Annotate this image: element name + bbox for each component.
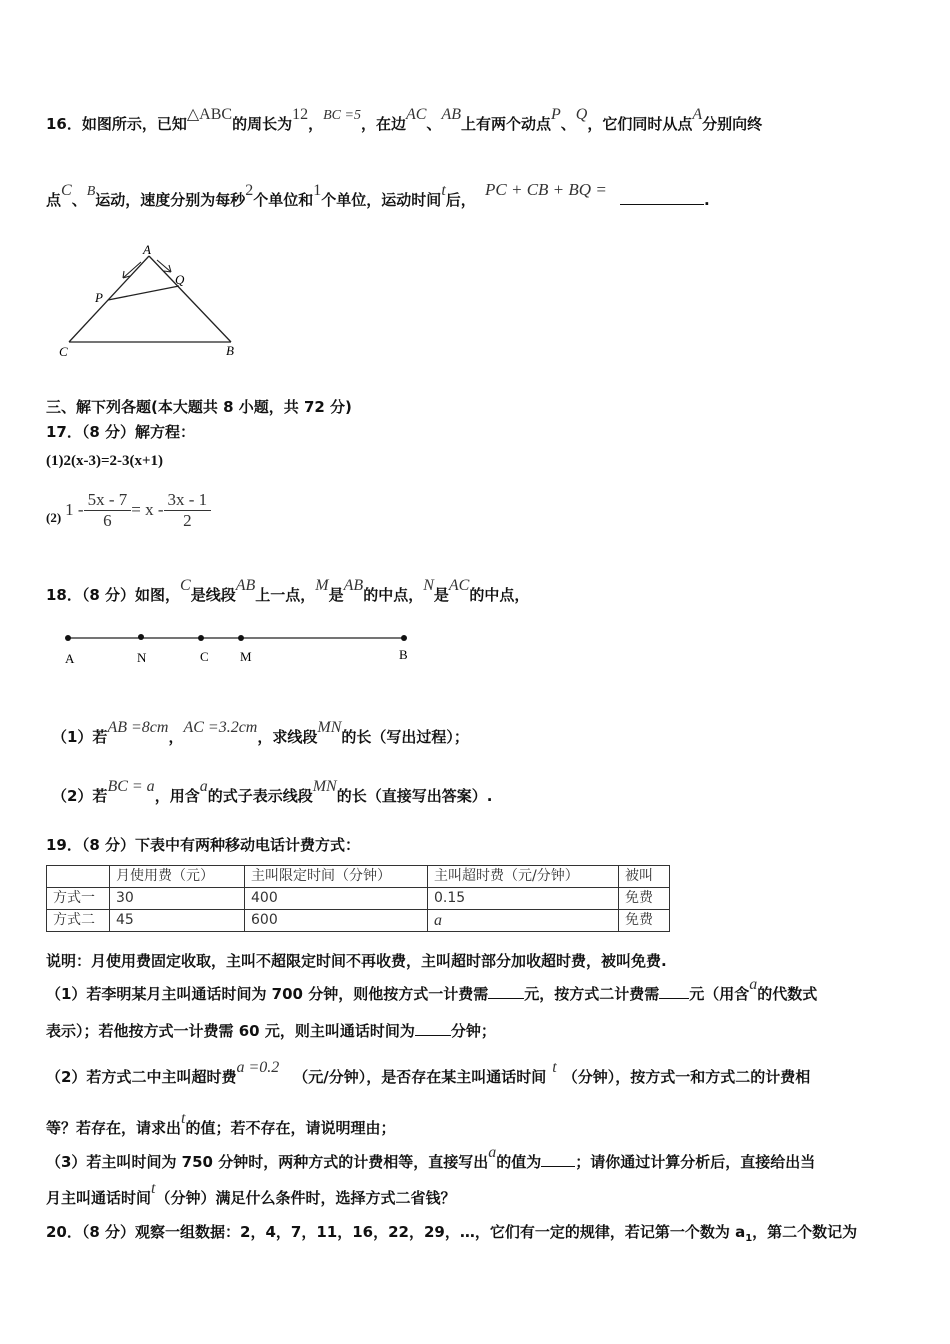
q19-note: 说明：月使用费固定收取，主叫不超限定时间不再收费，主叫超时部分加收超时费，被叫免费. — [46, 952, 667, 970]
q19-part3-line2 — [46, 1180, 456, 1208]
math-mn: MN — [312, 778, 337, 795]
q20-text: ，第二个数记为 — [752, 1223, 858, 1241]
q18-text: 的中点， — [363, 586, 424, 604]
q16-text: 16．如图所示，已知 — [46, 115, 187, 133]
fraction-2-denominator: 2 — [183, 510, 192, 530]
fraction-2-numerator: 3x - 1 — [164, 490, 212, 511]
q16-text: 、 — [71, 191, 87, 209]
q16-text: 上有两个动点 — [460, 115, 551, 133]
label-m: M — [240, 649, 252, 664]
math-a: a — [749, 976, 758, 993]
table-header-cell: 月使用费（元） — [110, 866, 245, 888]
q17-equation-2 — [46, 485, 211, 535]
table-cell: 免费 — [619, 888, 670, 910]
q16-line2 — [46, 180, 710, 210]
q18-text: 是 — [433, 586, 449, 604]
math-b: B — [86, 184, 96, 199]
q19-header: 19．（8 分）下表中有两种移动电话计费方式： — [46, 836, 361, 854]
table-header-cell — [47, 866, 110, 888]
label-q: Q — [175, 272, 185, 287]
table-cell: 600 — [245, 910, 428, 932]
math-bc: BC =5 — [323, 108, 361, 123]
answer-blank — [541, 1152, 575, 1167]
label-c: C — [59, 344, 68, 359]
arrow-p-icon — [123, 262, 141, 278]
answer-blank — [488, 984, 524, 999]
label-a: A — [65, 651, 75, 666]
label-n: N — [137, 650, 147, 665]
math-ac: AC — [448, 577, 470, 594]
q19-text: 等？若存在，请求出 — [46, 1119, 182, 1137]
q17-header: 17．（8 分）解方程： — [46, 423, 196, 441]
q19-text: （分钟）满足什么条件时，选择方式二省钱？ — [155, 1189, 456, 1207]
label-a: A — [143, 242, 151, 257]
triangle-figure — [55, 242, 255, 362]
answer-blank — [415, 1021, 451, 1036]
table-cell: 0.15 — [428, 888, 619, 910]
math-ab: AB — [235, 577, 256, 594]
label-p: P — [95, 290, 103, 305]
segment-ab — [149, 256, 231, 342]
table-header-row — [47, 866, 670, 888]
q18-text: 18．（8 分）如图， — [46, 586, 181, 604]
q16-text: ， — [308, 115, 324, 133]
math-a: a — [488, 1144, 497, 1161]
q18-text: （2）若 — [52, 787, 108, 805]
eq2-label: (2) — [46, 510, 62, 525]
q19-part3-line1 — [46, 1144, 816, 1172]
q19-text: （2）若方式二中主叫超时费 — [46, 1068, 237, 1086]
q18-text: ，用含 — [154, 787, 200, 805]
math-m: M — [315, 577, 329, 594]
q19-part1-line2 — [46, 1020, 496, 1041]
label-b: B — [226, 343, 234, 358]
q17-equation-1: (1)2(x-3)=2-3(x+1) — [46, 453, 164, 469]
math-t: t — [552, 1059, 557, 1076]
q19-text: 表示）；若他按方式一计费需 60 元，则主叫通话时间为 — [46, 1022, 415, 1040]
math-c: C — [61, 182, 72, 199]
math-ab-8cm: AB =8cm — [107, 719, 169, 736]
q19-text: （3）若主叫时间为 750 分钟时，两种方式的计费相等，直接写出 — [46, 1153, 489, 1171]
fee-table — [46, 865, 670, 932]
q16-text: . — [704, 191, 710, 209]
q16-text: 分别向终 — [702, 115, 763, 133]
table-row — [47, 910, 670, 932]
answer-blank — [620, 190, 704, 205]
q18-text: ，求线段 — [257, 728, 318, 746]
math-a: a — [199, 778, 208, 795]
q16-text: 点 — [46, 191, 62, 209]
table-cell: 方式一 — [47, 888, 110, 910]
q18-text: 上一点， — [255, 586, 316, 604]
q16-line1 — [46, 106, 763, 134]
q19-text: （1）若李明某月主叫通话时间为 700 分钟，则他按方式一计费需 — [46, 985, 489, 1003]
eq2-lhs: 1 - — [65, 500, 84, 519]
math-t: t — [181, 1110, 186, 1127]
math-ab: AB — [441, 106, 461, 123]
label-c: C — [200, 649, 209, 664]
answer-blank — [659, 984, 689, 999]
q19-text: 元（用含 — [689, 985, 750, 1003]
table-cell: 400 — [245, 888, 428, 910]
math-ac: AC — [405, 106, 427, 123]
fraction-1-denominator: 6 — [103, 510, 112, 530]
q18-text: 是线段 — [190, 586, 236, 604]
q16-text: 运动，速度分别为每秒 — [95, 191, 246, 209]
math-mn: MN — [317, 719, 342, 736]
point-c — [198, 635, 204, 641]
table-cell: a — [428, 910, 619, 932]
math-n: N — [423, 577, 434, 594]
q19-text: ；请你通过计算分析后，直接给出当 — [575, 1153, 816, 1171]
table-header-cell: 主叫限定时间（分钟） — [245, 866, 428, 888]
q16-text: 个单位，运动时间 — [321, 191, 442, 209]
math-c: C — [180, 577, 191, 594]
q18-text: 是 — [328, 586, 344, 604]
q19-part2-line2 — [46, 1110, 396, 1138]
q20-line — [46, 1221, 857, 1244]
math-one: 1 — [313, 182, 322, 199]
math-q: Q — [575, 106, 588, 123]
math-a-0.2: a =0.2 — [236, 1059, 280, 1076]
section-title: 三、解下列各题(本大题共 8 小题，共 72 分) — [46, 398, 352, 416]
q19-text: 月主叫通话时间 — [46, 1189, 152, 1207]
fraction-2 — [164, 490, 212, 531]
point-b — [401, 635, 407, 641]
math-bc-a: BC = a — [107, 778, 155, 795]
table-cell: 30 — [110, 888, 245, 910]
math-t: t — [441, 182, 446, 199]
math-a: A — [692, 106, 703, 123]
q18-text: （1）若 — [52, 728, 108, 746]
q18-part1 — [52, 719, 469, 747]
q19-part2-line1 — [46, 1059, 811, 1087]
fraction-1 — [84, 490, 132, 531]
math-ac-3.2cm: AC =3.2cm — [183, 719, 258, 736]
q19-part1-line1 — [46, 976, 818, 1004]
q19-text: （分钟），按方式一和方式二的计费相 — [562, 1068, 811, 1086]
q18-text: 的长（直接写出答案）. — [336, 787, 493, 805]
table-header-cell: 被叫 — [619, 866, 670, 888]
point-a — [65, 635, 71, 641]
q18-part2 — [52, 778, 493, 806]
math-perimeter: 12 — [292, 106, 309, 123]
math-two: 2 — [245, 182, 254, 199]
q19-text: 的代数式 — [757, 985, 818, 1003]
q18-line — [46, 577, 530, 605]
fraction-1-numerator: 5x - 7 — [84, 490, 132, 511]
q16-text: 个单位和 — [253, 191, 314, 209]
q19-text: 的值为 — [496, 1153, 542, 1171]
segment-figure — [58, 628, 418, 672]
math-ab: AB — [343, 577, 364, 594]
q18-text: 的中点， — [469, 586, 530, 604]
table-cell: 方式二 — [47, 910, 110, 932]
q18-text: 的长（写出过程）； — [341, 728, 469, 746]
q16-text: 的周长为 — [232, 115, 293, 133]
table-cell: 45 — [110, 910, 245, 932]
math-t: t — [151, 1180, 156, 1197]
table-row — [47, 888, 670, 910]
segment-ca — [69, 256, 149, 342]
q19-text: （元/分钟），是否存在某主叫通话时间 — [293, 1068, 547, 1086]
math-triangle-abc: △ABC — [186, 106, 233, 123]
table-cell: 免费 — [619, 910, 670, 932]
q18-text: 的式子表示线段 — [207, 787, 313, 805]
q16-text: 后， — [445, 191, 476, 209]
q19-text: 元，按方式二计费需 — [524, 985, 660, 1003]
label-b: B — [399, 647, 408, 662]
q16-text: 、 — [560, 115, 576, 133]
math-p: P — [551, 106, 561, 123]
q16-text: 、 — [426, 115, 442, 133]
eq2-mid: = x - — [131, 500, 164, 519]
q19-text: 分钟； — [450, 1022, 496, 1040]
q16-text: ，它们同时从点 — [587, 115, 693, 133]
q20-text: 20．（8 分）观察一组数据：2，4，7，11，16，22，29，…，它们有一定的规律，若记第一个数为 a — [46, 1223, 746, 1241]
subscript: 1 — [745, 1233, 753, 1244]
q16-text: ，在边 — [360, 115, 406, 133]
math-expression: PC + CB + BQ = — [485, 180, 607, 199]
q18-text: ， — [168, 728, 184, 746]
point-n — [138, 634, 144, 640]
point-m — [238, 635, 244, 641]
table-header-cell: 主叫超时费（元/分钟） — [428, 866, 619, 888]
q19-text: 的值；若不存在，请说明理由； — [185, 1119, 396, 1137]
